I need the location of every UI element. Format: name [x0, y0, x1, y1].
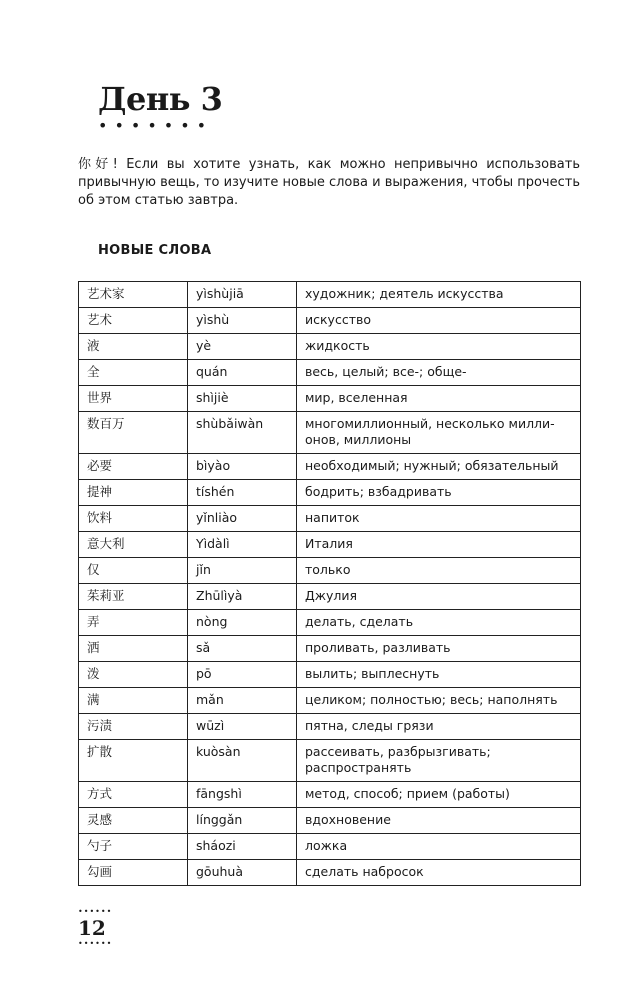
table-row [79, 334, 581, 360]
pinyin-cell: wūzì [188, 714, 297, 740]
translation-cell: художник; деятель искусства [297, 282, 581, 308]
translation-cell: мир, вселенная [297, 386, 581, 412]
table-row [79, 308, 581, 334]
table-row [79, 506, 581, 532]
page-title: День 3 [98, 80, 223, 118]
table-row [79, 740, 581, 782]
table-row [79, 282, 581, 308]
table-row [79, 610, 581, 636]
pinyin-cell: yìshùjiā [188, 282, 297, 308]
translation-cell: метод, способ; прием (работы) [297, 782, 581, 808]
pinyin-cell: yè [188, 334, 297, 360]
translation-cell: сделать набросок [297, 860, 581, 886]
hanzi-cell: 方式 [79, 782, 188, 808]
translation-cell: проливать, разливать [297, 636, 581, 662]
hanzi-cell: 仅 [79, 558, 188, 584]
table-row [79, 386, 581, 412]
hanzi-cell: 洒 [79, 636, 188, 662]
translation-cell: Джулия [297, 584, 581, 610]
table-row [79, 532, 581, 558]
vocabulary-table [78, 281, 581, 886]
hanzi-cell: 灵感 [79, 808, 188, 834]
intro-paragraph: 你好! Если вы хотите узнать, как можно непривычно использовать привычную вещь, то изучите новые слова и выражения, чтобы прочесть об этом статью завтра. [78, 157, 580, 208]
translation-cell: бодрить; взбадривать [297, 480, 581, 506]
pinyin-cell: yìshù [188, 308, 297, 334]
hanzi-cell: 意大利 [79, 532, 188, 558]
translation-cell: жидкость [297, 334, 581, 360]
pinyin-cell: Yìdàlì [188, 532, 297, 558]
translation-cell: ложка [297, 834, 581, 860]
table-row [79, 688, 581, 714]
hanzi-cell: 艺术家 [79, 282, 188, 308]
translation-cell: весь, целый; все-; обще- [297, 360, 581, 386]
pinyin-cell: yǐnliào [188, 506, 297, 532]
hanzi-cell: 液 [79, 334, 188, 360]
hanzi-cell: 全 [79, 360, 188, 386]
hanzi-cell: 艺术 [79, 308, 188, 334]
table-row [79, 584, 581, 610]
translation-cell: делать, сделать [297, 610, 581, 636]
hanzi-cell: 茱莉亚 [79, 584, 188, 610]
table-row [79, 808, 581, 834]
pinyin-cell: pō [188, 662, 297, 688]
vocabulary-table-body [79, 282, 581, 886]
translation-cell: Италия [297, 532, 581, 558]
hanzi-cell: 饮料 [79, 506, 188, 532]
pinyin-cell: shìjiè [188, 386, 297, 412]
page-number: 12 [78, 916, 106, 940]
pinyin-cell: kuòsàn [188, 740, 297, 782]
pinyin-cell: sǎ [188, 636, 297, 662]
table-row [79, 662, 581, 688]
table-row [79, 360, 581, 386]
pinyin-cell: gōuhuà [188, 860, 297, 886]
pinyin-cell: sháozi [188, 834, 297, 860]
hanzi-cell: 世界 [79, 386, 188, 412]
section-heading: НОВЫЕ СЛОВА [98, 243, 212, 258]
hanzi-cell: 泼 [79, 662, 188, 688]
table-row [79, 782, 581, 808]
hanzi-cell: 必要 [79, 454, 188, 480]
pinyin-cell: nòng [188, 610, 297, 636]
table-row [79, 558, 581, 584]
table-row [79, 412, 581, 454]
table-row [79, 860, 581, 886]
translation-cell: вылить; выплеснуть [297, 662, 581, 688]
pinyin-cell: Zhūlìyà [188, 584, 297, 610]
title-dots: ••••••• [98, 116, 214, 135]
table-row [79, 834, 581, 860]
table-row [79, 636, 581, 662]
page-number-top-dots: •••••• [78, 907, 113, 916]
pinyin-cell: bìyào [188, 454, 297, 480]
translation-cell: вдохновение [297, 808, 581, 834]
pinyin-cell: quán [188, 360, 297, 386]
pinyin-cell: mǎn [188, 688, 297, 714]
pinyin-cell: shùbǎiwàn [188, 412, 297, 454]
pinyin-cell: fāngshì [188, 782, 297, 808]
table-row [79, 714, 581, 740]
pinyin-cell: jǐn [188, 558, 297, 584]
table-row [79, 454, 581, 480]
translation-cell: напиток [297, 506, 581, 532]
hanzi-cell: 满 [79, 688, 188, 714]
translation-cell: рассеивать, разбрызгивать; распространять [297, 740, 581, 782]
pinyin-cell: tíshén [188, 480, 297, 506]
translation-cell: искусство [297, 308, 581, 334]
hanzi-cell: 勾画 [79, 860, 188, 886]
translation-cell: многомиллионный, несколько милли-онов, миллионы [297, 412, 581, 454]
hanzi-cell: 勺子 [79, 834, 188, 860]
hanzi-cell: 提神 [79, 480, 188, 506]
hanzi-cell: 扩散 [79, 740, 188, 782]
hanzi-cell: 污渍 [79, 714, 188, 740]
pinyin-cell: línggǎn [188, 808, 297, 834]
page-number-bottom-dots: •••••• [78, 939, 113, 948]
hanzi-cell: 数百万 [79, 412, 188, 454]
translation-cell: пятна, следы грязи [297, 714, 581, 740]
hanzi-cell: 弄 [79, 610, 188, 636]
translation-cell: целиком; полностью; весь; наполнять [297, 688, 581, 714]
translation-cell: только [297, 558, 581, 584]
table-row [79, 480, 581, 506]
translation-cell: необходимый; нужный; обязательный [297, 454, 581, 480]
